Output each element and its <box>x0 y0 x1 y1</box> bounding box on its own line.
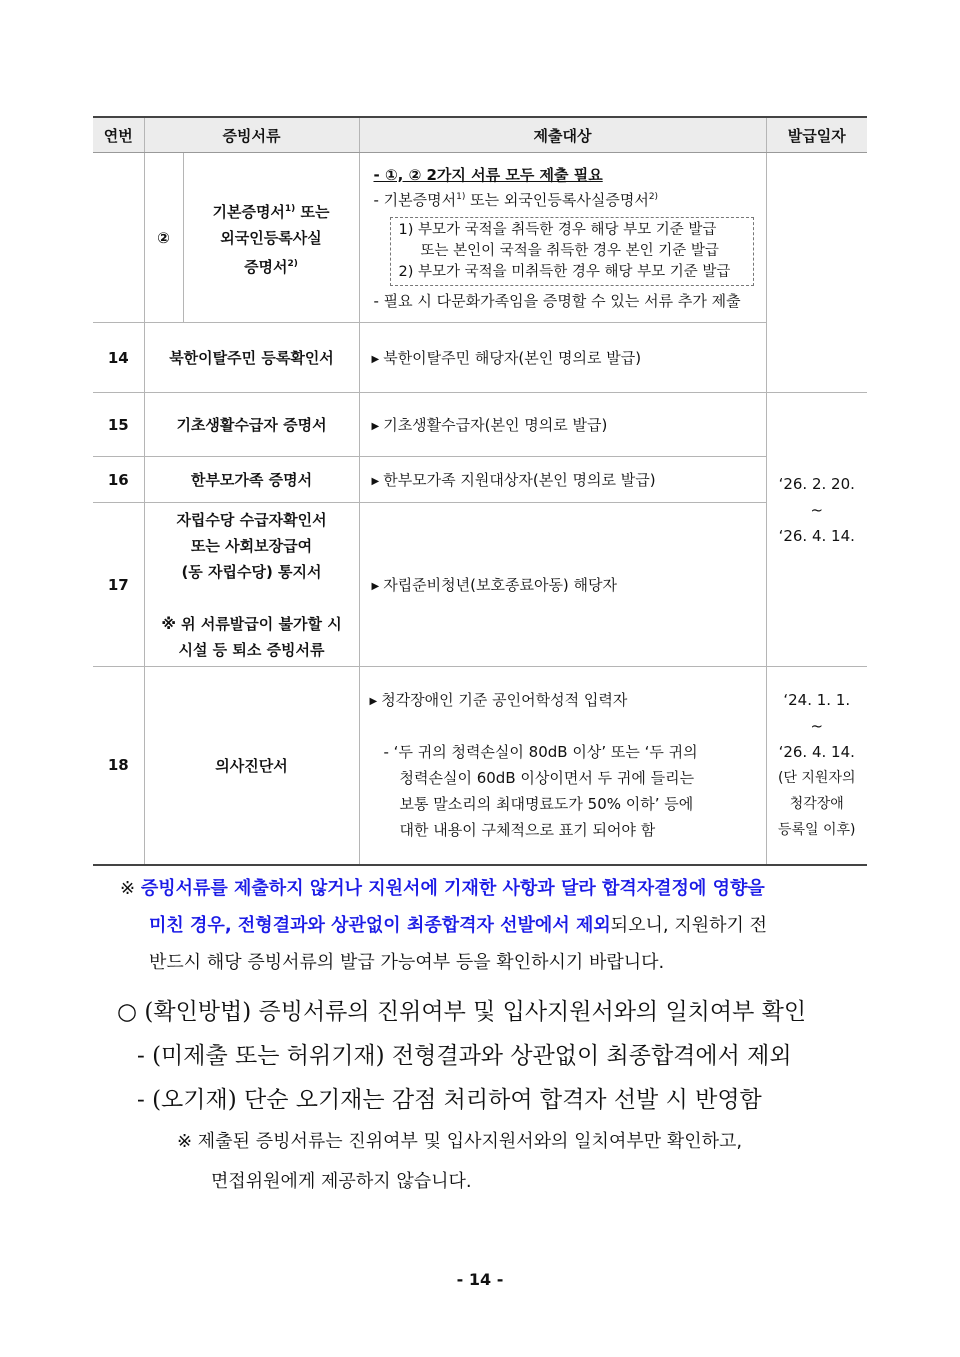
note-highlight: 증빙서류를 제출하지 않거나 지원서에 기재한 사항과 달라 합격자결정에 영향을 <box>140 878 765 899</box>
doc-line: 외국인등록사실 <box>220 228 322 247</box>
doc-line: 자립수당 수급자확인서 <box>176 510 327 529</box>
requirement-line: 대한 내용이 구체적으로 표기 되어야 함 <box>399 821 656 840</box>
footnote-mark: 2) <box>287 258 298 269</box>
line-spacer <box>370 715 758 739</box>
document-table <box>93 116 867 866</box>
footnote-line: 1) 부모가 국적을 취득한 경우 해당 부모 기준 발급 <box>398 221 717 238</box>
triangle-bullet-icon: ▶ <box>371 354 380 365</box>
row-number: 18 <box>93 667 144 865</box>
row-number: 15 <box>93 393 144 457</box>
date-line: ‘26. 4. 14. <box>778 526 855 545</box>
section-item: - (미제출 또는 허위기재) 전형결과와 상관없이 최종합격에서 제외 <box>137 1043 792 1069</box>
target-cell <box>359 667 766 865</box>
target-cell <box>359 153 766 323</box>
target-cell <box>359 503 766 667</box>
date-line: (단 지원자의 <box>777 770 856 787</box>
target-cell <box>359 457 766 503</box>
doc-spacer <box>145 585 359 611</box>
date-line: ~ <box>810 500 824 519</box>
date-line: ‘24. 1. 1. <box>783 691 851 710</box>
doc-line: (동 자립수당) 통지서 <box>181 562 322 581</box>
target-text: 북한이탈주민 해당자(본인 명의로 발급) <box>383 349 642 367</box>
date-line: 청각장애 <box>789 796 844 813</box>
issue-date-cell <box>766 667 867 865</box>
date-line: ‘26. 4. 14. <box>778 743 855 762</box>
header-issue-date: 발급일자 <box>766 117 867 153</box>
footnote-line: 2) 부모가 국적을 미취득한 경우 해당 부모 기준 발급 <box>398 263 731 280</box>
table-row <box>93 457 867 503</box>
doc-line: 증명서 <box>244 257 288 276</box>
issue-date-cell <box>766 393 867 667</box>
target-cell <box>359 393 766 457</box>
triangle-bullet-icon: ▶ <box>371 581 380 592</box>
header-no: 연번 <box>93 117 144 153</box>
table-row <box>93 393 867 457</box>
table-row <box>93 667 867 865</box>
row-number: 16 <box>93 457 144 503</box>
target-cell <box>359 323 766 393</box>
requirement-line: - ①, ② 2가지 서류 모두 제출 필요 <box>373 165 603 184</box>
footnote-mark: 1) <box>284 203 296 214</box>
doc-line: 기본증명서 <box>212 202 285 221</box>
document-name: 기초생활수급자 증명서 <box>144 393 359 457</box>
header-document: 증빙서류 <box>144 117 359 153</box>
document-name-cell <box>144 503 359 667</box>
footnote-mark: 2) <box>648 191 659 202</box>
document-name: 북한이탈주민 등록확인서 <box>144 323 359 393</box>
date-line: 등록일 이후) <box>777 822 856 839</box>
table-header-row <box>93 117 867 153</box>
section-heading: ○ (확인방법) 증빙서류의 진위여부 및 입사지원서와의 일치여부 확인 <box>117 999 807 1025</box>
requirement-line: 또는 외국인등록사실증명서 <box>465 190 649 209</box>
footnote-box <box>390 217 754 286</box>
target-text: 청각장애인 기준 공인어학성적 입력자 <box>381 691 628 710</box>
target-text: 한부모가족 지원대상자(본인 명의로 발급) <box>383 471 656 489</box>
document-name: 한부모가족 증명서 <box>144 457 359 503</box>
note-highlight: 미친 경우, 전형결과와 상관없이 최종합격자 선발에서 제외 <box>149 915 611 936</box>
row-number: 17 <box>93 503 144 667</box>
footnote-line: 또는 본인이 국적을 취득한 경우 본인 기준 발급 <box>420 242 719 259</box>
header-target: 제출대상 <box>359 117 766 153</box>
footnote-mark: 1) <box>456 191 466 202</box>
triangle-bullet-icon: ▶ <box>371 421 380 432</box>
note-text: 되오니, 지원하기 전 <box>610 915 768 936</box>
document-name: 의사진단서 <box>144 667 359 865</box>
doc-line: 또는 <box>300 202 330 221</box>
target-text: 기초생활수급자(본인 명의로 발급) <box>383 416 608 434</box>
warning-note <box>120 870 870 981</box>
sub-item-mark: ② <box>144 153 183 323</box>
triangle-bullet-icon: ▶ <box>371 476 380 487</box>
doc-line: 또는 사회보장급여 <box>190 536 313 555</box>
date-line: ~ <box>810 717 824 736</box>
issue-date-cell <box>766 153 867 393</box>
section-note: 면접위원에게 제공하지 않습니다. <box>211 1171 472 1192</box>
note-text: 반드시 해당 증빙서류의 발급 가능여부 등을 확인하시기 바랍니다. <box>149 952 665 973</box>
requirement-line: - 기본증명서 <box>373 190 457 209</box>
date-line: ‘26. 2. 20. <box>778 474 855 493</box>
page-number: - 14 - <box>456 1270 504 1289</box>
table-row <box>93 323 867 393</box>
doc-line: 시설 등 퇴소 증빙서류 <box>178 640 325 659</box>
doc-line: ※ 위 서류발급이 불가할 시 <box>161 614 342 633</box>
target-text: 자립준비청년(보호종료아동) 해당자 <box>383 576 618 594</box>
section-item: - (오기재) 단순 오기재는 감점 처리하여 합격자 선발 시 반영함 <box>137 1087 762 1113</box>
verification-section <box>117 990 877 1202</box>
table-row <box>93 153 867 323</box>
requirement-line: - ‘두 귀의 청력손실이 80dB 이상’ 또는 ‘두 귀의 <box>383 743 698 762</box>
triangle-bullet-icon: ▶ <box>369 696 378 708</box>
requirement-line: 청력손실이 60dB 이상이면서 두 귀에 들리는 <box>399 769 695 788</box>
row-no-cell <box>93 153 144 323</box>
requirement-line: - 필요 시 다문화가족임을 증명할 수 있는 서류 추가 제출 <box>373 291 741 310</box>
section-note: ※ 제출된 증빙서류는 진위여부 및 입사지원서와의 일치여부만 확인하고, <box>177 1131 743 1152</box>
note-mark: ※ <box>120 878 136 899</box>
row-number: 14 <box>93 323 144 393</box>
requirement-line: 보통 말소리의 최대명료도가 50% 이하’ 등에 <box>399 795 694 814</box>
table-row <box>93 503 867 667</box>
document-name-cell <box>183 153 359 323</box>
